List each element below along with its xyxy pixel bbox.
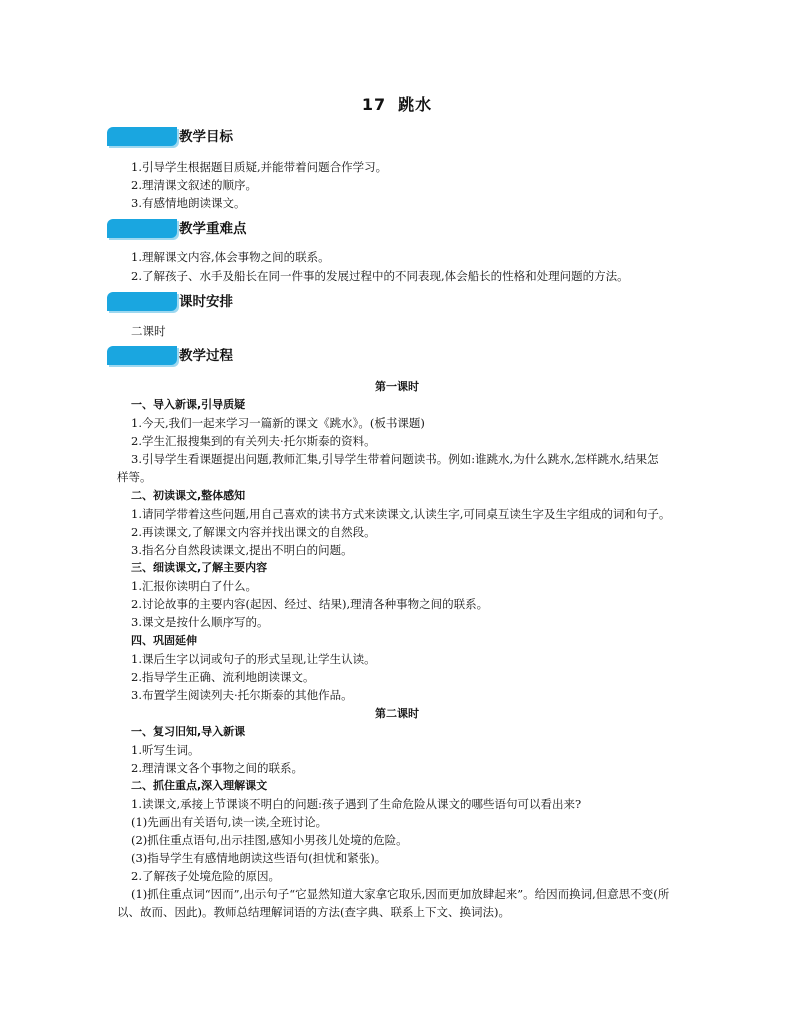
lesson2-line: (1)抓住重点词“因而”,出示句子“它显然知道大家拿它取乐,因而更加放肆起来”。给因而换词,但意思不变(所: [131, 887, 670, 901]
lesson2-line: (3)指导学生有感情地朗读这些语句(担忧和紧张)。: [131, 851, 387, 865]
lesson1-part3-title: 三、细读课文,了解主要内容: [131, 561, 268, 574]
lesson2-heading: 第二课时: [375, 707, 419, 720]
lesson2-line: (2)抓住重点语句,出示挂图,感知小男孩儿处境的危险。: [131, 833, 408, 847]
lesson1-line: 1.汇报你读明白了什么。: [131, 579, 257, 593]
lesson-title-text: 跳水: [398, 95, 433, 114]
lesson2-line: (1)先画出有关语句,读一读,全班讨论。: [131, 815, 328, 829]
section-badge: [107, 346, 177, 365]
schedule-text: 二课时: [131, 324, 166, 338]
lesson1-part2-title: 二、初读课文,整体感知: [131, 489, 246, 502]
lesson1-line: 3.布置学生阅读列夫·托尔斯泰的其他作品。: [131, 688, 353, 702]
lesson-number: 17: [361, 95, 387, 114]
lesson1-part1-title: 一、导入新课,引导质疑: [131, 398, 246, 411]
lesson2-part1-title: 一、复习旧知,导入新课: [131, 725, 246, 738]
section-badge: [107, 219, 177, 238]
lesson1-line: 2.再读课文,了解课文内容并找出课文的自然段。: [131, 525, 376, 539]
lesson1-line: 1.请同学带着这些问题,用自己喜欢的读书方式来读课文,认读生字,可同桌互读生字及生字组成的词和句子。: [131, 507, 671, 521]
section-label: 教学重难点: [179, 221, 247, 237]
section-label: 教学过程: [179, 348, 233, 364]
section-badge: [107, 292, 177, 311]
lesson2-line: 2.理清课文各个事物之间的联系。: [131, 761, 303, 775]
lesson2-line: 1.听写生词。: [131, 743, 200, 757]
section-label: 课时安排: [179, 294, 233, 310]
lesson2-part2-title: 二、抓住重点,深入理解课文: [131, 779, 268, 792]
lesson1-part4-title: 四、巩固延伸: [131, 634, 197, 647]
lesson1-line: 2.学生汇报搜集到的有关列夫·托尔斯泰的资料。: [131, 434, 376, 448]
keypoint-line: 1.理解课文内容,体会事物之间的联系。: [131, 250, 330, 264]
lesson1-line: 3.引导学生看课题提出问题,教师汇集,引导学生带着问题读书。例如:谁跳水,为什么跳水,怎样跳水,结果怎: [131, 452, 659, 466]
section-badge: [107, 127, 177, 146]
lesson1-line: 1.课后生字以词或句子的形式呈现,让学生认读。: [131, 652, 376, 666]
lesson1-line: 3.课文是按什么顺序写的。: [131, 615, 269, 629]
section-label: 教学目标: [179, 129, 233, 145]
lesson1-heading: 第一课时: [375, 380, 419, 393]
lesson1-line: 2.指导学生正确、流利地朗读课文。: [131, 670, 315, 684]
lesson2-line: 以、故而、因此)。教师总结理解词语的方法(查字典、联系上下文、换词法)。: [117, 905, 510, 919]
goal-line: 3.有感情地朗读课文。: [131, 196, 246, 210]
lesson2-line: 2.了解孩子处境危险的原因。: [131, 869, 280, 883]
lesson1-line: 2.讨论故事的主要内容(起因、经过、结果),理清各种事物之间的联系。: [131, 597, 489, 611]
lesson1-line: 1.今天,我们一起来学习一篇新的课文《跳水》。(板书课题): [131, 416, 425, 430]
keypoint-line: 2.了解孩子、水手及船长在同一件事的发展过程中的不同表现,体会船长的性格和处理问题的方法。: [131, 269, 629, 283]
goal-line: 2.理清课文叙述的顺序。: [131, 178, 257, 192]
lesson-title: [0, 92, 794, 115]
goal-line: 1.引导学生根据题目质疑,并能带着问题合作学习。: [131, 160, 388, 174]
lesson1-line: 样等。: [117, 470, 152, 484]
lesson1-line: 3.指名分自然段读课文,提出不明白的问题。: [131, 543, 353, 557]
lesson2-line: 1.读课文,承接上节课谈不明白的问题:孩子遇到了生命危险从课文的哪些语句可以看出来?: [131, 797, 582, 811]
